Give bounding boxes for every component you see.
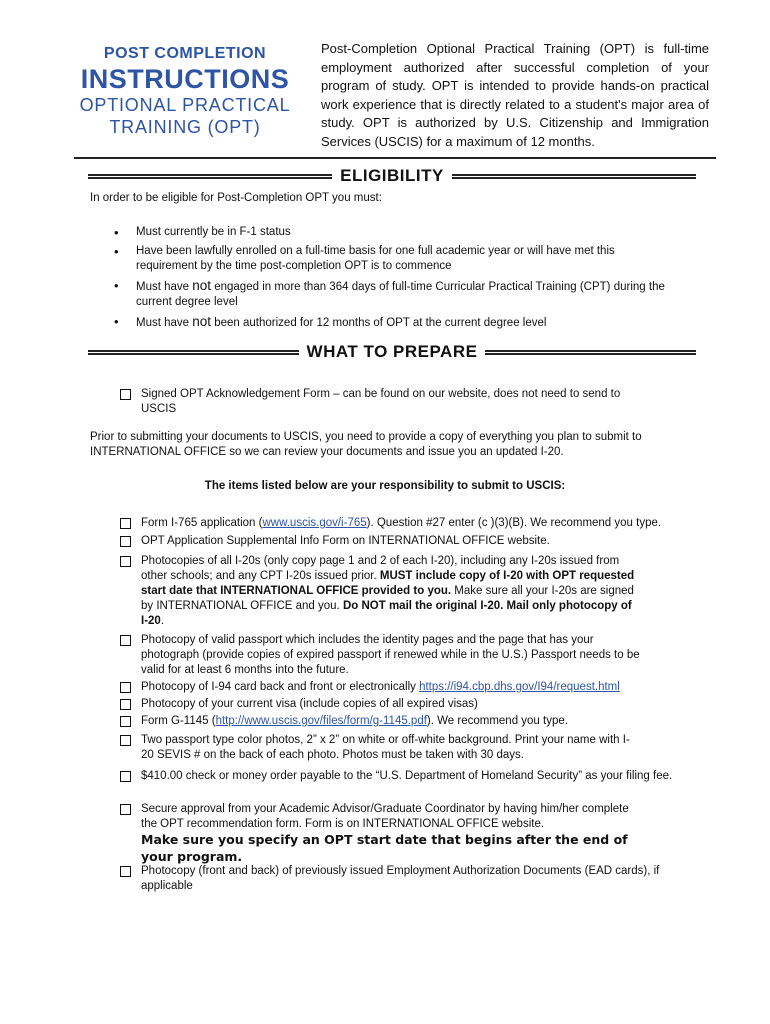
eligibility-lead: In order to be eligible for Post-Completion OPT you must: <box>90 192 382 204</box>
eligibility-item-text: Must have <box>136 317 193 329</box>
checklist-item-text: ). We recommend you type. <box>426 715 568 727</box>
eligibility-item <box>110 244 670 274</box>
i94-link[interactable]: https://i94.cbp.dhs.gov/I94/request.html <box>419 681 620 693</box>
checklist-item-i20 <box>120 554 640 629</box>
checklist-item-text: OPT Application Supplemental Info Form on INTERNATIONAL OFFICE website. <box>141 535 550 547</box>
checklist-item-text: Photocopy of valid passport which includes the identity pages and the page that has your photograph (provide copies of expired passport if renewed while in the U.S.) Passport needs to be valid for at least 6 months into the future. <box>141 634 640 676</box>
checklist-item-text: Photocopies of all I-20s (only copy page 1 and 2 of each I-20), including any I-20s issued from other schools; and any CPT I-20s issued prior. <box>141 555 620 582</box>
eligibility-list <box>110 225 670 335</box>
eligibility-item-text: Have been lawfully enrolled on a full-time basis for one full academic year or will have met this requirement by the time post-completion OPT is to commence <box>136 245 615 272</box>
checkbox[interactable] <box>120 735 131 746</box>
uscis-i765-link[interactable]: www.uscis.gov/i-765 <box>262 517 367 529</box>
checklist-item-i765 <box>120 516 690 531</box>
checkbox[interactable] <box>120 699 131 710</box>
eligibility-item-text: been authorized for 12 months of OPT at the current degree level <box>211 317 547 329</box>
checklist-item-visa <box>120 697 690 712</box>
eligibility-item-text: engaged in more than 364 days of full-time Curricular Practical Training (CPT) during the current degree level <box>136 281 665 308</box>
checklist-item-text: Photocopy of I-94 card back and front or electronically <box>141 681 420 693</box>
prior-submission-paragraph: Prior to submitting your documents to USCIS, you need to provide a copy of everything you plan to submit to INTERNATIONAL OFFICE so we can review your documents and issue you an updated I-20. <box>90 431 642 458</box>
eligibility-item-text: Must have <box>136 281 193 293</box>
title-line-3: OPTIONAL PRACTICAL <box>79 95 291 115</box>
checklist-item-text: ). Question #27 enter (c )(3)(B). We recommend you type. <box>366 517 662 529</box>
document-title <box>70 44 300 138</box>
emphasis-not: not <box>192 314 212 329</box>
checklist-item-bold: MUST include copy of I-20 with OPT requested start date that INTERNATIONAL OFFICE provided to you. <box>141 570 635 597</box>
eligibility-item <box>110 314 670 331</box>
checkbox[interactable] <box>120 866 131 877</box>
checkbox[interactable] <box>120 556 131 567</box>
prepare-heading-row <box>88 342 696 362</box>
checkbox[interactable] <box>120 682 131 693</box>
checkbox[interactable] <box>120 635 131 646</box>
checklist-item-text: Secure approval from your Academic Advisor/Graduate Coordinator by having him/her complete the OPT recommendation form. Form is on INTERNATIONAL OFFICE website. <box>141 803 629 830</box>
eligibility-heading-row <box>88 166 696 186</box>
eligibility-item <box>110 278 670 310</box>
checklist-item-supplemental <box>120 534 690 549</box>
header-divider <box>74 157 716 159</box>
g1145-link[interactable]: http://www.uscis.gov/files/form/g-1145.pdf <box>215 715 427 727</box>
intro-paragraph: Post-Completion Optional Practical Training (OPT) is full-time employment authorized after successful completion of your program of study. OPT is intended to provide hands-on practical work experience that is directly related to a student's major area of study. OPT is authorized by U.S. Citizenship and Immigration Services (USCIS) for a maximum of 12 months. <box>321 41 709 149</box>
checklist-item-ack <box>120 387 640 417</box>
checkbox[interactable] <box>120 389 131 400</box>
eligibility-item <box>110 225 670 240</box>
prepare-heading: WHAT TO PREPARE <box>306 342 478 361</box>
checklist-item-advisor <box>120 802 640 866</box>
checklist-item-text: Form G-1145 ( <box>141 715 216 727</box>
heading-rule-right <box>452 174 696 179</box>
checklist-item-bold: Do NOT mail the original I-20. Mail only photocopy of I-20 <box>141 600 632 627</box>
checklist-item-text: . <box>160 615 165 627</box>
title-line-1: POST COMPLETION <box>103 45 267 62</box>
heading-rule-left <box>88 174 332 179</box>
eligibility-heading: ELIGIBILITY <box>340 166 444 185</box>
emphasis-not: not <box>192 278 212 293</box>
heading-rule-left <box>88 350 299 355</box>
checklist-item-text: Make sure all your I-20s are signed by INTERNATIONAL OFFICE and you. <box>141 585 634 612</box>
checklist-item-fee <box>120 769 690 784</box>
checkbox[interactable] <box>120 518 131 529</box>
checkbox[interactable] <box>120 536 131 547</box>
checklist-item-text: $410.00 check or money order payable to the “U.S. Department of Homeland Security” as your filing fee. <box>141 770 673 782</box>
checklist-item-text: Photocopy of your current visa (include copies of all expired visas) <box>141 698 478 710</box>
checkbox[interactable] <box>120 804 131 815</box>
checklist-item-text: Signed OPT Acknowledgement Form – can be found on our website, does not need to send to USCIS <box>141 388 621 415</box>
responsibility-heading: The items listed below are your responsibility to submit to USCIS: <box>204 480 566 492</box>
eligibility-item-text: Must currently be in F-1 status <box>136 226 291 238</box>
checklist-item-passport <box>120 633 640 678</box>
start-date-warning: Make sure you specify an OPT start date that begins after the end of your program. <box>141 832 628 864</box>
checklist-item-text: Two passport type color photos, 2” x 2” on white or off-white background. Print your name with I-20 SEVIS # on the back of each photo. Photos must be taken with 30 days. <box>141 734 630 761</box>
checklist-item-text: Form I-765 application ( <box>141 517 263 529</box>
checklist-item-photos <box>120 733 640 763</box>
title-line-2: INSTRUCTIONS <box>80 64 290 94</box>
checklist-item-text: Photocopy (front and back) of previously issued Employment Authorization Documents (EAD cards), if applicable <box>141 865 660 892</box>
checklist-item-i94 <box>120 680 690 695</box>
checkbox[interactable] <box>120 771 131 782</box>
heading-rule-right <box>485 350 696 355</box>
checklist-item-ead <box>120 864 660 894</box>
checkbox[interactable] <box>120 716 131 727</box>
checklist-item-g1145 <box>120 714 690 729</box>
title-line-4: TRAINING (OPT) <box>109 117 261 137</box>
